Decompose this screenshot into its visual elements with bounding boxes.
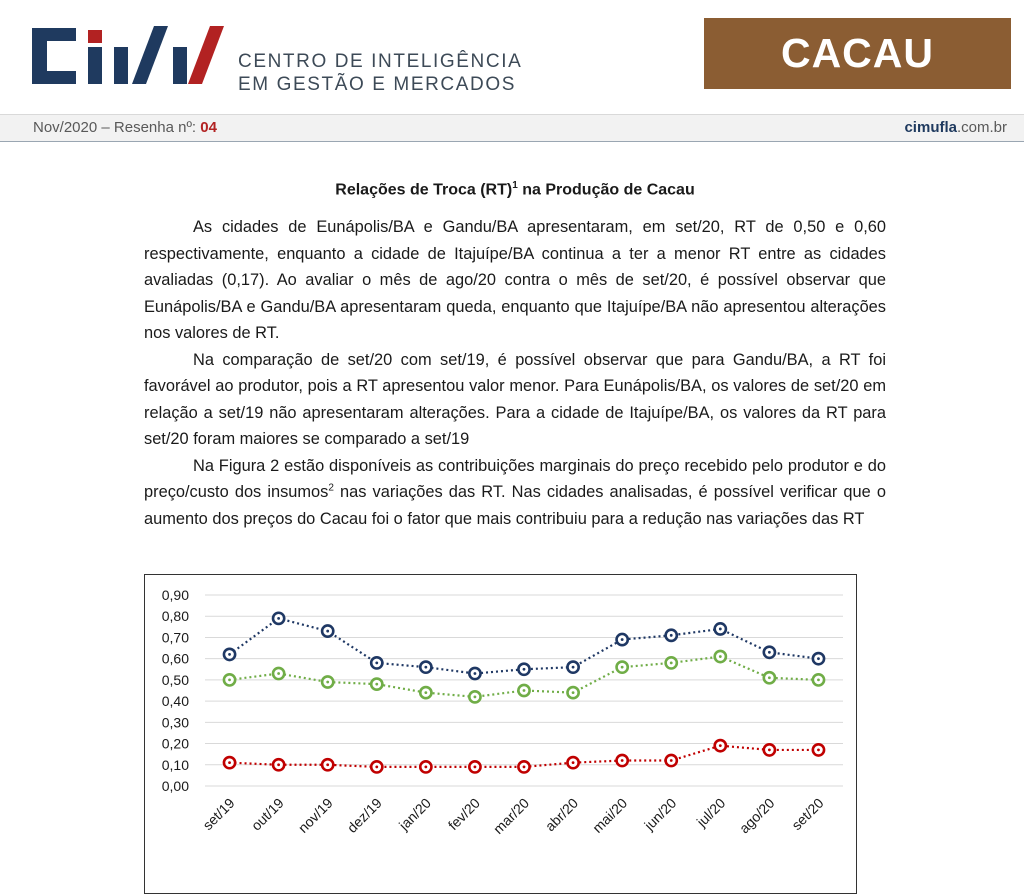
y-tick-label: 0,00 bbox=[161, 778, 189, 794]
rt-chart bbox=[144, 574, 857, 894]
paragraph-1: As cidades de Eunápolis/BA e Gandu/BA apresentaram, em set/20, RT de 0,50 e 0,60 respectivamente, enquanto a cidade de Itajuípe/BA continua a ter a menor RT entre as cidades avaliadas (0,17). Ao avaliar o mês de ago/20 contra o mês de set/20, é possível observar que Eunápolis/BA e Gandu/BA apresentaram queda, enquanto que Itajuípe/BA não apresentou alterações nos valores de RT. bbox=[144, 218, 886, 342]
y-tick-label: 0,10 bbox=[161, 756, 189, 773]
rt-line-chart bbox=[145, 575, 858, 895]
data-point-center bbox=[228, 678, 231, 681]
x-tick-label: fev/20 bbox=[444, 794, 484, 834]
data-point-center bbox=[572, 666, 575, 669]
y-tick-label: 0,40 bbox=[161, 693, 189, 710]
y-tick-label: 0,30 bbox=[161, 714, 189, 731]
paragraph-3 bbox=[144, 453, 886, 533]
article-body bbox=[144, 214, 886, 532]
y-tick-label: 0,80 bbox=[161, 608, 189, 625]
data-point-center bbox=[621, 638, 624, 641]
data-point-center bbox=[719, 744, 722, 747]
data-point-center bbox=[228, 761, 231, 764]
x-tick-label: dez/19 bbox=[343, 794, 385, 836]
data-point-center bbox=[523, 668, 526, 671]
title-rest: na Produção de Cacau bbox=[517, 181, 695, 199]
data-point-center bbox=[326, 681, 329, 684]
x-tick-label: abr/20 bbox=[541, 794, 582, 835]
data-point-center bbox=[572, 691, 575, 694]
data-point-center bbox=[768, 676, 771, 679]
site-domain: .com.br bbox=[956, 119, 1007, 136]
org-name-line1: CENTRO DE INTELIGÊNCIA bbox=[238, 51, 523, 72]
data-point-center bbox=[670, 634, 673, 637]
data-point-center bbox=[424, 766, 427, 769]
x-tick-label: jul/20 bbox=[693, 794, 729, 830]
y-tick-label: 0,20 bbox=[161, 735, 189, 752]
title-main: Relações de Troca (RT) bbox=[335, 181, 513, 199]
x-tick-label: set/19 bbox=[199, 794, 238, 834]
data-point-center bbox=[817, 678, 820, 681]
article-title bbox=[0, 180, 1024, 199]
title-footnote-ref: 1 bbox=[512, 180, 518, 191]
y-tick-label: 0,70 bbox=[161, 629, 189, 646]
data-point-center bbox=[474, 672, 477, 675]
data-point-center bbox=[326, 630, 329, 633]
footnote-ref-2: 2 bbox=[328, 482, 334, 494]
data-point-center bbox=[621, 759, 624, 762]
x-tick-label: set/20 bbox=[788, 794, 827, 834]
data-point-center bbox=[768, 749, 771, 752]
y-tick-label: 0,50 bbox=[161, 671, 189, 688]
data-point-center bbox=[277, 763, 280, 766]
data-point-center bbox=[523, 766, 526, 769]
data-point-center bbox=[228, 653, 231, 656]
paragraph-3-part-a: Na Figura 2 estão disponíveis as contribuições marginais do preço recebido pelo produtor e do preço/custo dos insumos bbox=[144, 456, 886, 501]
issue-number: 04 bbox=[200, 119, 217, 136]
issue-bar bbox=[0, 114, 1024, 142]
data-point-center bbox=[817, 657, 820, 660]
data-point-center bbox=[719, 655, 722, 658]
data-point-center bbox=[670, 662, 673, 665]
data-point-center bbox=[523, 689, 526, 692]
y-tick-label: 0,90 bbox=[161, 587, 189, 603]
y-tick-label: 0,60 bbox=[161, 650, 189, 667]
x-tick-label: mai/20 bbox=[589, 794, 631, 836]
data-point-center bbox=[277, 617, 280, 620]
data-point-center bbox=[375, 683, 378, 686]
data-point-center bbox=[474, 695, 477, 698]
data-point-center bbox=[621, 666, 624, 669]
x-tick-label: jan/20 bbox=[395, 794, 434, 834]
data-point-center bbox=[424, 666, 427, 669]
data-point-center bbox=[768, 651, 771, 654]
data-point-center bbox=[375, 662, 378, 665]
commodity-label: CACAU bbox=[704, 18, 1011, 89]
paragraph-3-part-b: nas variações das RT. Nas cidades analisadas, é possível verificar que o aumento dos preços do Cacau foi o fator que mais contribuiu para a redução nas variações das RT bbox=[144, 483, 886, 528]
x-tick-label: nov/19 bbox=[294, 794, 336, 836]
organization-name bbox=[238, 50, 522, 96]
org-name-line2: EM GESTÃO E MERCADOS bbox=[238, 74, 516, 95]
data-point-center bbox=[424, 691, 427, 694]
x-tick-label: jun/20 bbox=[641, 794, 680, 834]
site-link[interactable] bbox=[904, 119, 1007, 136]
paragraph-2: Na comparação de set/20 com set/19, é possível observar que para Gandu/BA, a RT foi favorável ao produtor, pois a RT apresentou valor menor. Para Eunápolis/BA, os valores de set/20 em relação a set/19 não apresentaram alterações. Para a cidade de Itajuípe/BA, os valores da RT para set/20 foram maiores se comparado a set/19 bbox=[144, 350, 886, 448]
data-point-center bbox=[817, 749, 820, 752]
x-tick-label: ago/20 bbox=[735, 794, 778, 837]
data-point-center bbox=[474, 766, 477, 769]
issue-prefix: Nov/2020 – Resenha nº: bbox=[33, 119, 197, 136]
cim-logo bbox=[28, 22, 228, 94]
x-tick-label: mar/20 bbox=[489, 794, 533, 837]
data-point-center bbox=[326, 763, 329, 766]
site-brand: cimufla bbox=[904, 119, 957, 136]
issue-info bbox=[33, 119, 217, 136]
data-point-center bbox=[670, 759, 673, 762]
x-tick-label: out/19 bbox=[247, 794, 287, 834]
data-point-center bbox=[277, 672, 280, 675]
data-point-center bbox=[572, 761, 575, 764]
data-point-center bbox=[375, 766, 378, 769]
data-point-center bbox=[719, 628, 722, 631]
